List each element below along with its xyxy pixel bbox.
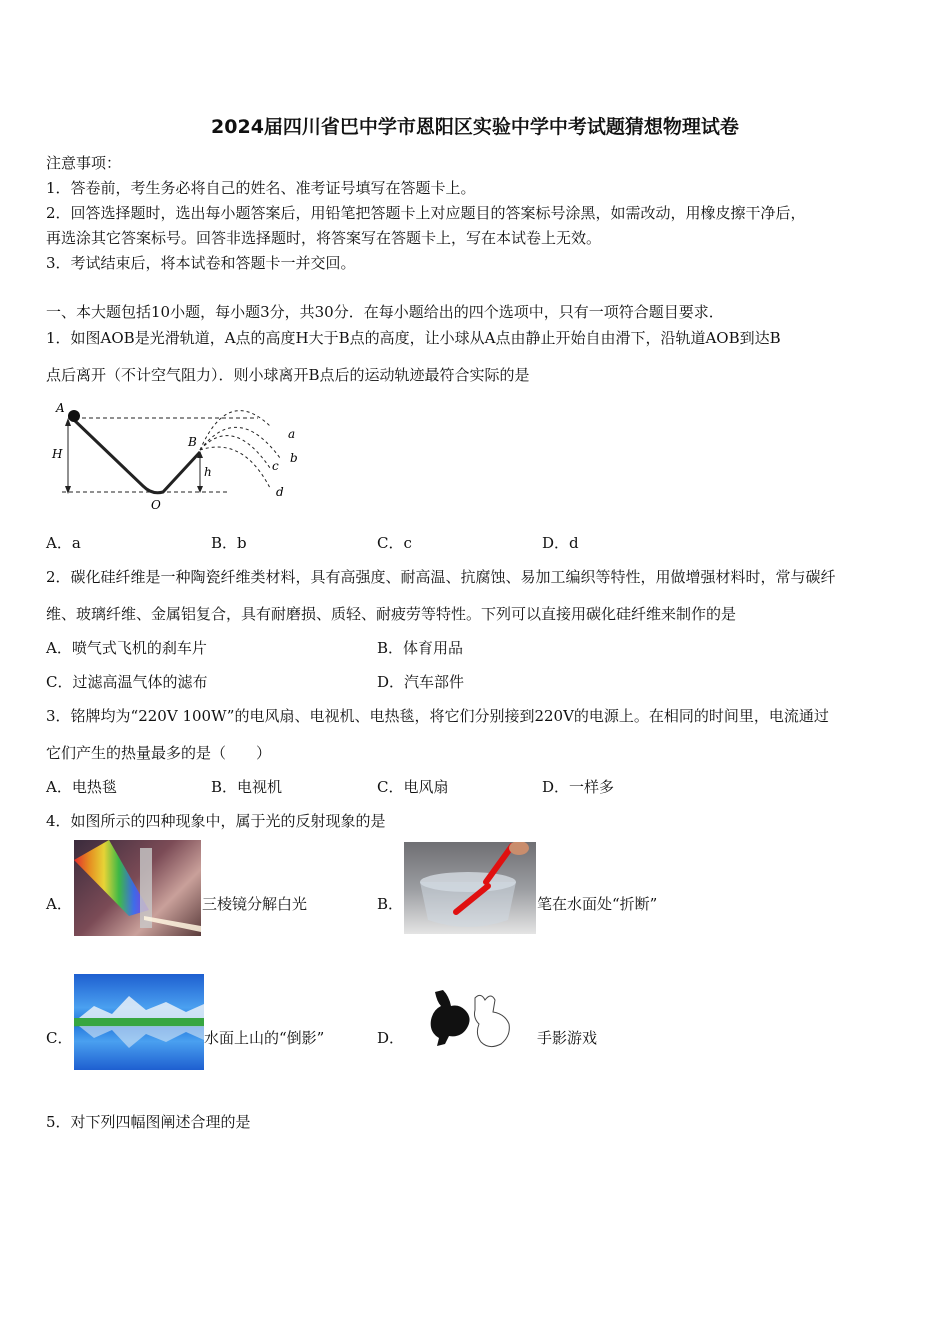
section-heading: 一、本大题包括10小题，每小题3分，共30分．在每小题给出的四个选项中，只有一项符合题目要求． xyxy=(46,303,724,321)
q1-stem-line2: 点后离开（不计空气阻力）．则小球离开B点后的运动轨迹最符合实际的是 xyxy=(46,366,530,384)
q4-option-b-letter: B． xyxy=(377,895,404,913)
q4-option-d-letter: D． xyxy=(377,1029,405,1047)
label-h-small: h xyxy=(204,465,212,479)
q2-option-c: C．过滤高温气体的滤布 xyxy=(46,673,208,691)
ball xyxy=(68,410,80,422)
hand-outline xyxy=(475,995,510,1046)
white-light-beam xyxy=(144,916,201,932)
q3-option-a: A．电热毯 xyxy=(46,778,117,796)
label-traj-c: c xyxy=(272,459,279,473)
trajectory-a xyxy=(200,411,270,450)
q2-option-a: A．喷气式飞机的刹车片 xyxy=(46,639,207,657)
q1-stem-line1: 1．如图AOB是光滑轨道，A点的高度H大于B点的高度，让小球从A点由静止开始自由滑下，沿轨道AOB到达B xyxy=(46,329,781,347)
page-title: 2024届四川省巴中学市恩阳区实验中学中考试题猜想物理试卷 xyxy=(211,116,739,138)
notice-item-3: 3．考试结束后，将本试卷和答题卡一并交回。 xyxy=(46,254,356,272)
q4-option-c-caption: 水面上山的“倒影” xyxy=(204,1029,325,1047)
q2-stem-line2: 维、玻璃纤维、金属铝复合，具有耐磨损、质轻、耐疲劳等特性。下列可以直接用碳化硅纤维来制作的是 xyxy=(46,605,737,623)
q5-stem: 5．对下列四幅图阐述合理的是 xyxy=(46,1113,251,1131)
shore-greenery xyxy=(74,1018,204,1026)
label-h-big: H xyxy=(52,447,63,461)
q2-stem-line1: 2．碳化硅纤维是一种陶瓷纤维类材料，具有高强度、耐高温、抗腐蚀、易加工编织等特性，用做增强材料时，常与碳纤 xyxy=(46,568,836,586)
q1-option-a: A．a xyxy=(46,534,81,552)
prism-block xyxy=(140,848,152,928)
q4-option-a-caption: 三棱镜分解白光 xyxy=(202,895,308,913)
hand-fingers xyxy=(509,842,529,855)
label-traj-a: a xyxy=(288,427,296,441)
q4-stem: 4．如图所示的四种现象中，属于光的反射现象的是 xyxy=(46,812,386,830)
q1-option-b: B．b xyxy=(211,534,247,552)
trajectory-c xyxy=(200,436,270,468)
q4-option-a-letter: A． xyxy=(46,895,72,913)
q3-option-c: C．电风扇 xyxy=(377,778,449,796)
q4-option-c-letter: C． xyxy=(46,1029,73,1047)
notice-item-2-cont: 再选涂其它答案标号。回答非选择题时，将答案写在答题卡上，写在本试卷上无效。 xyxy=(46,229,602,247)
label-b-point: B xyxy=(188,435,197,449)
label-traj-d: d xyxy=(276,485,284,499)
notice-item-2: 2．回答选择题时，选出每小题答案后，用铅笔把答题卡上对应题目的答案标号涂黑，如需改动，用橡皮擦干净后， xyxy=(46,204,806,222)
hand-shadow-figure xyxy=(425,988,517,1054)
pen-water-photo xyxy=(404,842,536,934)
rainbow-band xyxy=(74,840,149,916)
notice-item-1: 1．答卷前，考生务必将自己的姓名、准考证号填写在答题卡上。 xyxy=(46,179,476,197)
q3-stem-line2: 它们产生的热量最多的是（ ） xyxy=(46,744,272,762)
q3-option-d: D．一样多 xyxy=(542,778,615,796)
label-a-point: A xyxy=(56,401,65,415)
label-traj-b: b xyxy=(290,451,298,465)
q2-option-d: D．汽车部件 xyxy=(377,673,465,691)
q4-option-b-caption: 笔在水面处“折断” xyxy=(537,895,658,913)
trajectory-b xyxy=(200,427,280,458)
rabbit-shadow xyxy=(431,990,470,1046)
mountain-reflection-photo xyxy=(74,974,204,1070)
q3-stem-line1: 3．铭牌均为“220V 100W”的电风扇、电视机、电热毯，将它们分别接到220V的电源上。在相同的时间里，电流通过 xyxy=(46,707,829,725)
q1-option-c: C．c xyxy=(377,534,412,552)
q1-option-d: D．d xyxy=(542,534,579,552)
label-o-point: O xyxy=(151,498,161,512)
q3-option-b: B．电视机 xyxy=(211,778,283,796)
q2-option-b: B．体育用品 xyxy=(377,639,464,657)
track-aob xyxy=(72,418,200,493)
q4-option-d-caption: 手影游戏 xyxy=(537,1029,598,1047)
q1-track-figure xyxy=(48,396,310,516)
prism-photo xyxy=(74,840,201,936)
notice-heading: 注意事项： xyxy=(46,154,122,172)
